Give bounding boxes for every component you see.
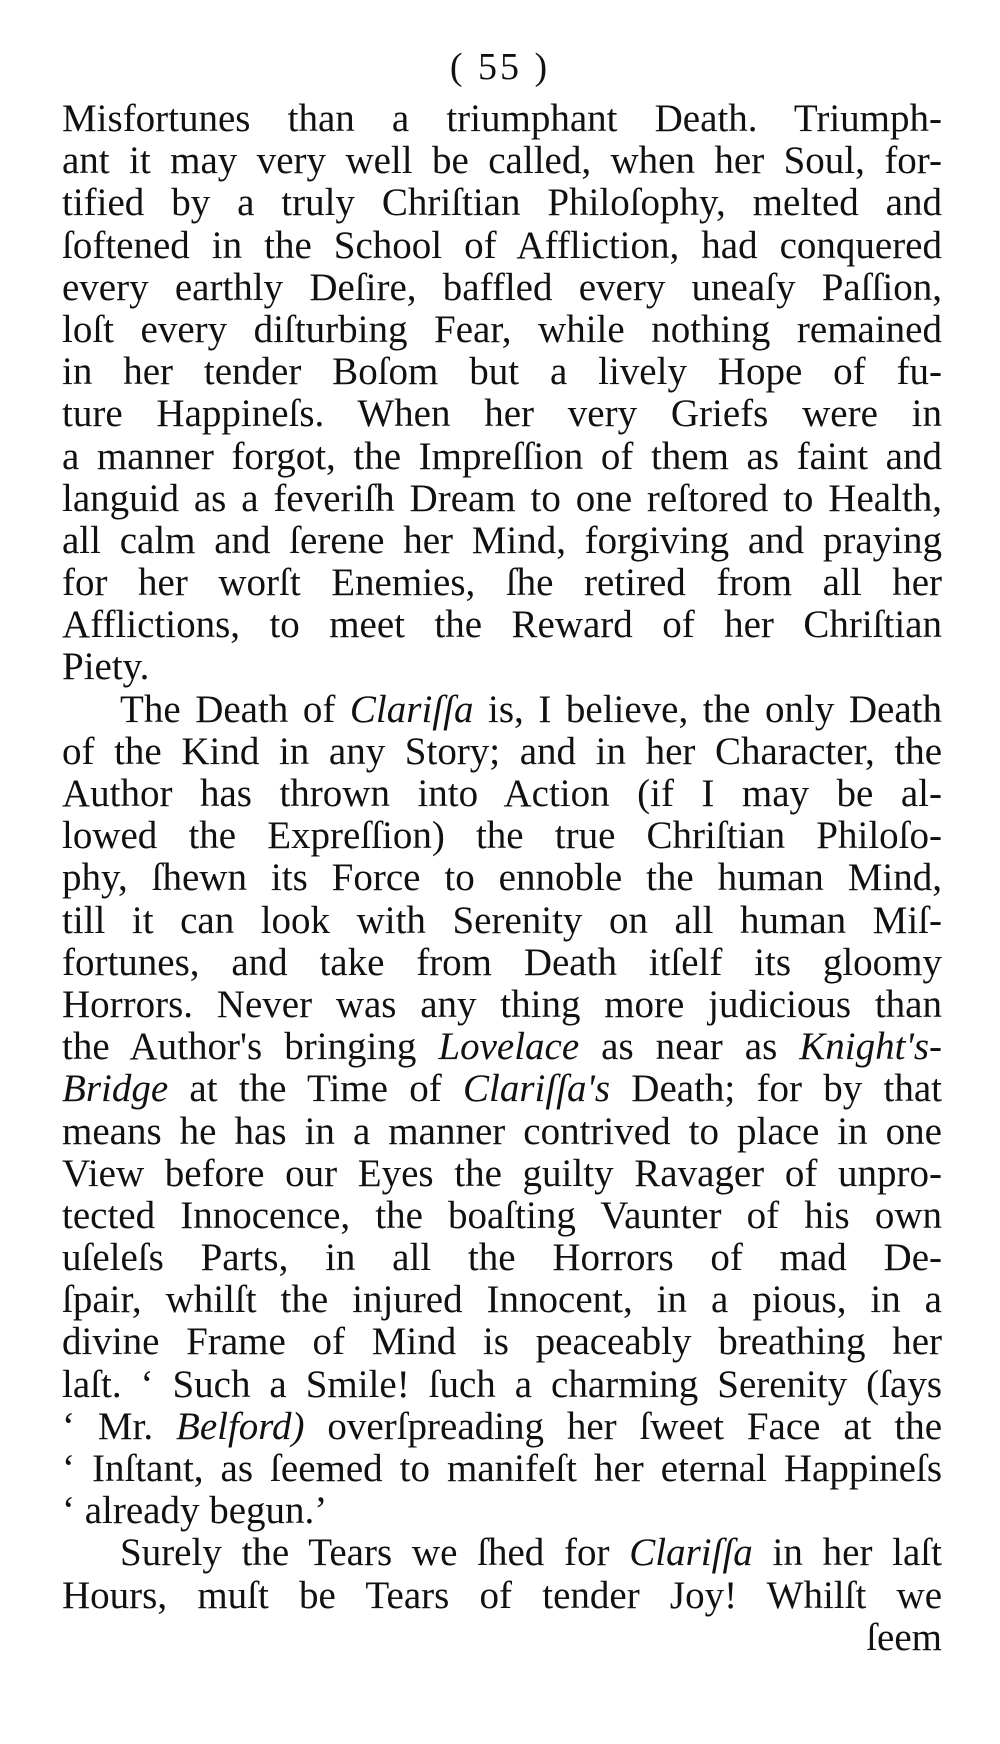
catchword: ſeem <box>866 1615 942 1659</box>
text-line: laſt. ‘ Such a Smile! ſuch a charming Serenity (ſays <box>62 1362 942 1406</box>
text-line: ‘ Mr. Belford) overſpreading her ſweet Face at the <box>62 1404 942 1448</box>
text-line: means he has in a manner contrived to place in one <box>62 1109 942 1153</box>
text-line: languid as a feveriſh Dream to one reſtored to Health, <box>62 476 942 520</box>
text-line: ſoftened in the School of Affliction, had conquered <box>62 223 942 267</box>
text-line: of the Kind in any Story; and in her Character, the <box>62 729 942 773</box>
page-number: ( 55 ) <box>449 46 551 88</box>
text-line: for her worſt Enemies, ſhe retired from all her <box>62 561 942 605</box>
text-line: fortunes, and take from Death itſelf its gloomy <box>62 940 942 984</box>
text-line: ſpair, whilſt the injured Innocent, in a pious, in a <box>62 1278 942 1322</box>
text-line: Surely the Tears we ſhed for Clariſſa in her laſt <box>120 1531 942 1575</box>
text-line: Afflictions, to meet the Reward of her Chriſtian <box>62 603 942 647</box>
text-line: ant it may very well be called, when her Soul, for- <box>62 139 942 183</box>
text-line: every earthly Deſire, baffled every uneaſy Paſſion, <box>62 265 942 309</box>
text-line: tified by a truly Chriſtian Philoſophy, melted and <box>62 181 942 225</box>
text-line: Horrors. Never was any thing more judicious than <box>62 982 942 1026</box>
text-line: till it can look with Serenity on all human Miſ- <box>62 898 942 942</box>
text-line: ‘ already begun.’ <box>62 1489 328 1533</box>
text-line: Misfortunes than a triumphant Death. Triumph- <box>62 97 942 140</box>
text-line: Author has thrown into Action (if I may be al- <box>62 772 942 815</box>
body-text <box>62 98 942 1659</box>
text-line: loſt every diſturbing Fear, while nothing remained <box>62 307 942 351</box>
text-line: tected Innocence, the boaſting Vaunter of his own <box>62 1193 942 1237</box>
text-line: View before our Eyes the guilty Ravager of unpro- <box>62 1151 942 1195</box>
text-line: Hours, muſt be Tears of tender Joy! Whilſt we <box>62 1573 942 1617</box>
text-line: divine Frame of Mind is peaceably breathing her <box>62 1320 942 1364</box>
text-line: Piety. <box>62 645 150 689</box>
text-line: Bridge at the Time of Clariſſa's Death; for by that <box>62 1067 942 1111</box>
text-line: in her tender Boſom but a lively Hope of fu- <box>62 350 942 394</box>
text-line: lowed the Expreſſion) the true Chriſtian Philoſo- <box>62 814 942 858</box>
text-line: phy, ſhewn its Force to ennoble the human Mind, <box>62 856 942 900</box>
text-line: The Death of Clariſſa is, I believe, the only Death <box>120 687 943 731</box>
text-line: all calm and ſerene her Mind, forgiving and praying <box>62 518 942 562</box>
text-line: uſeleſs Parts, in all the Horrors of mad De- <box>62 1236 942 1280</box>
text-line: the Author's bringing Lovelace as near as Knight's- <box>62 1025 942 1069</box>
text-line: ‘ Inſtant, as ſeemed to manifeſt her eternal Happineſs <box>62 1447 942 1490</box>
text-line: a manner forgot, the Impreſſion of them as faint and <box>62 434 942 478</box>
text-line: ture Happineſs. When her very Griefs were in <box>62 392 942 436</box>
